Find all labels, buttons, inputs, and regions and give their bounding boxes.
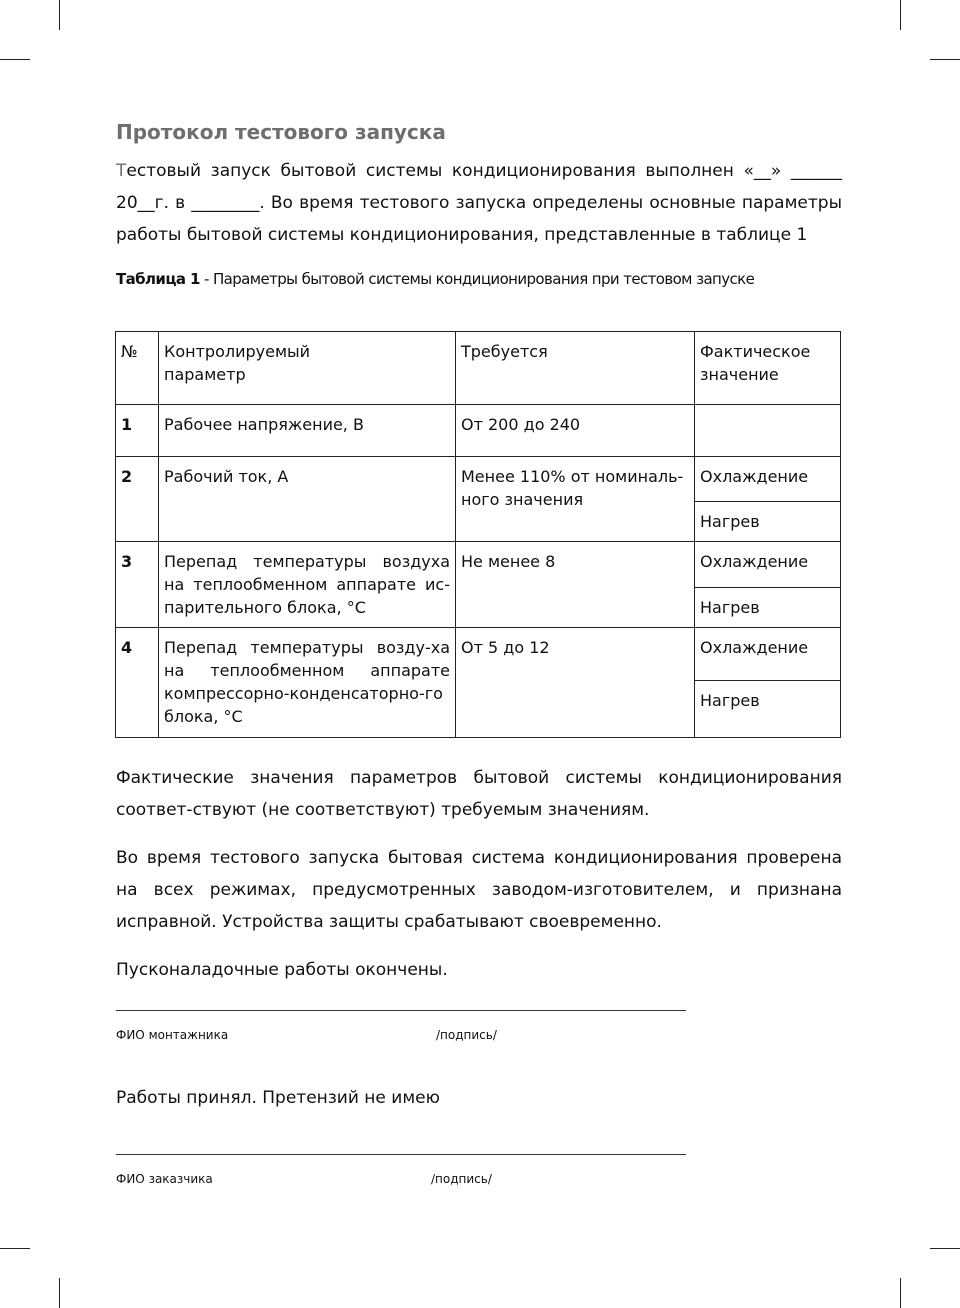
table-caption-text: - Параметры бытовой системы кондиционирования при тестовом запуске (199, 270, 755, 288)
table-row (116, 457, 841, 502)
customer-signature-line (116, 1154, 686, 1155)
row-required: Менее 110% от номиналь- ного значения (456, 457, 695, 542)
crop-mark (0, 1248, 30, 1249)
crop-mark (900, 1278, 901, 1308)
row-mode-cooling: Охлаждение (695, 542, 841, 588)
row-actual-empty (695, 405, 841, 457)
row-param: Рабочее напряжение, В (159, 405, 456, 457)
table-caption (116, 270, 842, 288)
completion-paragraph: Пусконаладочные работы окончены. (116, 960, 448, 980)
crop-mark (930, 59, 960, 60)
customer-name-label: ФИО заказчика (116, 1172, 213, 1186)
parameters-table (115, 331, 841, 738)
installer-name-label: ФИО монтажника (116, 1028, 229, 1042)
acceptance-paragraph: Работы принял. Претензий не имею (116, 1088, 440, 1108)
row-mode-heating: Нагрев (695, 502, 841, 542)
intro-first-letter: Т (116, 161, 127, 181)
row-mode-cooling: Охлаждение (695, 457, 841, 502)
row-param: Перепад температуры возду-ха на теплообменном аппарате компрессорно-конденсаторно-го блока, °С (159, 628, 456, 738)
page-title: Протокол тестового запуска (116, 120, 446, 144)
row-num: 4 (116, 628, 159, 738)
row-mode-heating: Нагрев (695, 681, 841, 738)
intro-text: естовый запуск бытовой системы кондиционирования выполнен «__» ______ 20__г. в ________. Во время тестового запуска определены основные параметры работы бытовой системы кондиционирования, представленные в таблице 1 (116, 161, 842, 245)
header-num: № (116, 332, 159, 405)
table-row (116, 628, 841, 681)
row-num: 1 (116, 405, 159, 457)
test-result-paragraph: Во время тестового запуска бытовая система кондиционирования проверена на всех режимах, предусмотренных заводом-изготовителем, и признана исправной. Устройства защиты срабатывают своевременно. (116, 848, 842, 932)
table-row (116, 542, 841, 588)
row-param: Перепад температуры воздуха на теплообменном аппарате ис-парительного блока, °С (159, 542, 456, 628)
conformity-paragraph: Фактические значения параметров бытовой системы кондиционирования соответ-ствуют (не соответствуют) требуемым значениям. (116, 768, 842, 820)
table-header-row (116, 332, 841, 405)
row-param: Рабочий ток, А (159, 457, 456, 542)
row-num: 2 (116, 457, 159, 542)
customer-sign-label: /подпись/ (431, 1172, 492, 1186)
installer-sign-label: /подпись/ (436, 1028, 497, 1042)
installer-signature-line (116, 1010, 686, 1011)
crop-mark (59, 0, 60, 30)
row-mode-cooling: Охлаждение (695, 628, 841, 681)
row-required: Не менее 8 (456, 542, 695, 628)
intro-paragraph (116, 155, 842, 251)
row-required: От 200 до 240 (456, 405, 695, 457)
header-actual: Фактическое значение (695, 332, 841, 405)
crop-mark (59, 1278, 60, 1308)
row-mode-heating: Нагрев (695, 588, 841, 628)
header-required: Требуется (456, 332, 695, 405)
crop-mark (900, 0, 901, 30)
table-caption-label: Таблица 1 (116, 270, 200, 288)
row-required: От 5 до 12 (456, 628, 695, 738)
crop-mark (0, 59, 30, 60)
row-num: 3 (116, 542, 159, 628)
table-row (116, 405, 841, 457)
crop-mark (930, 1248, 960, 1249)
header-param: Контролируемый параметр (159, 332, 456, 405)
